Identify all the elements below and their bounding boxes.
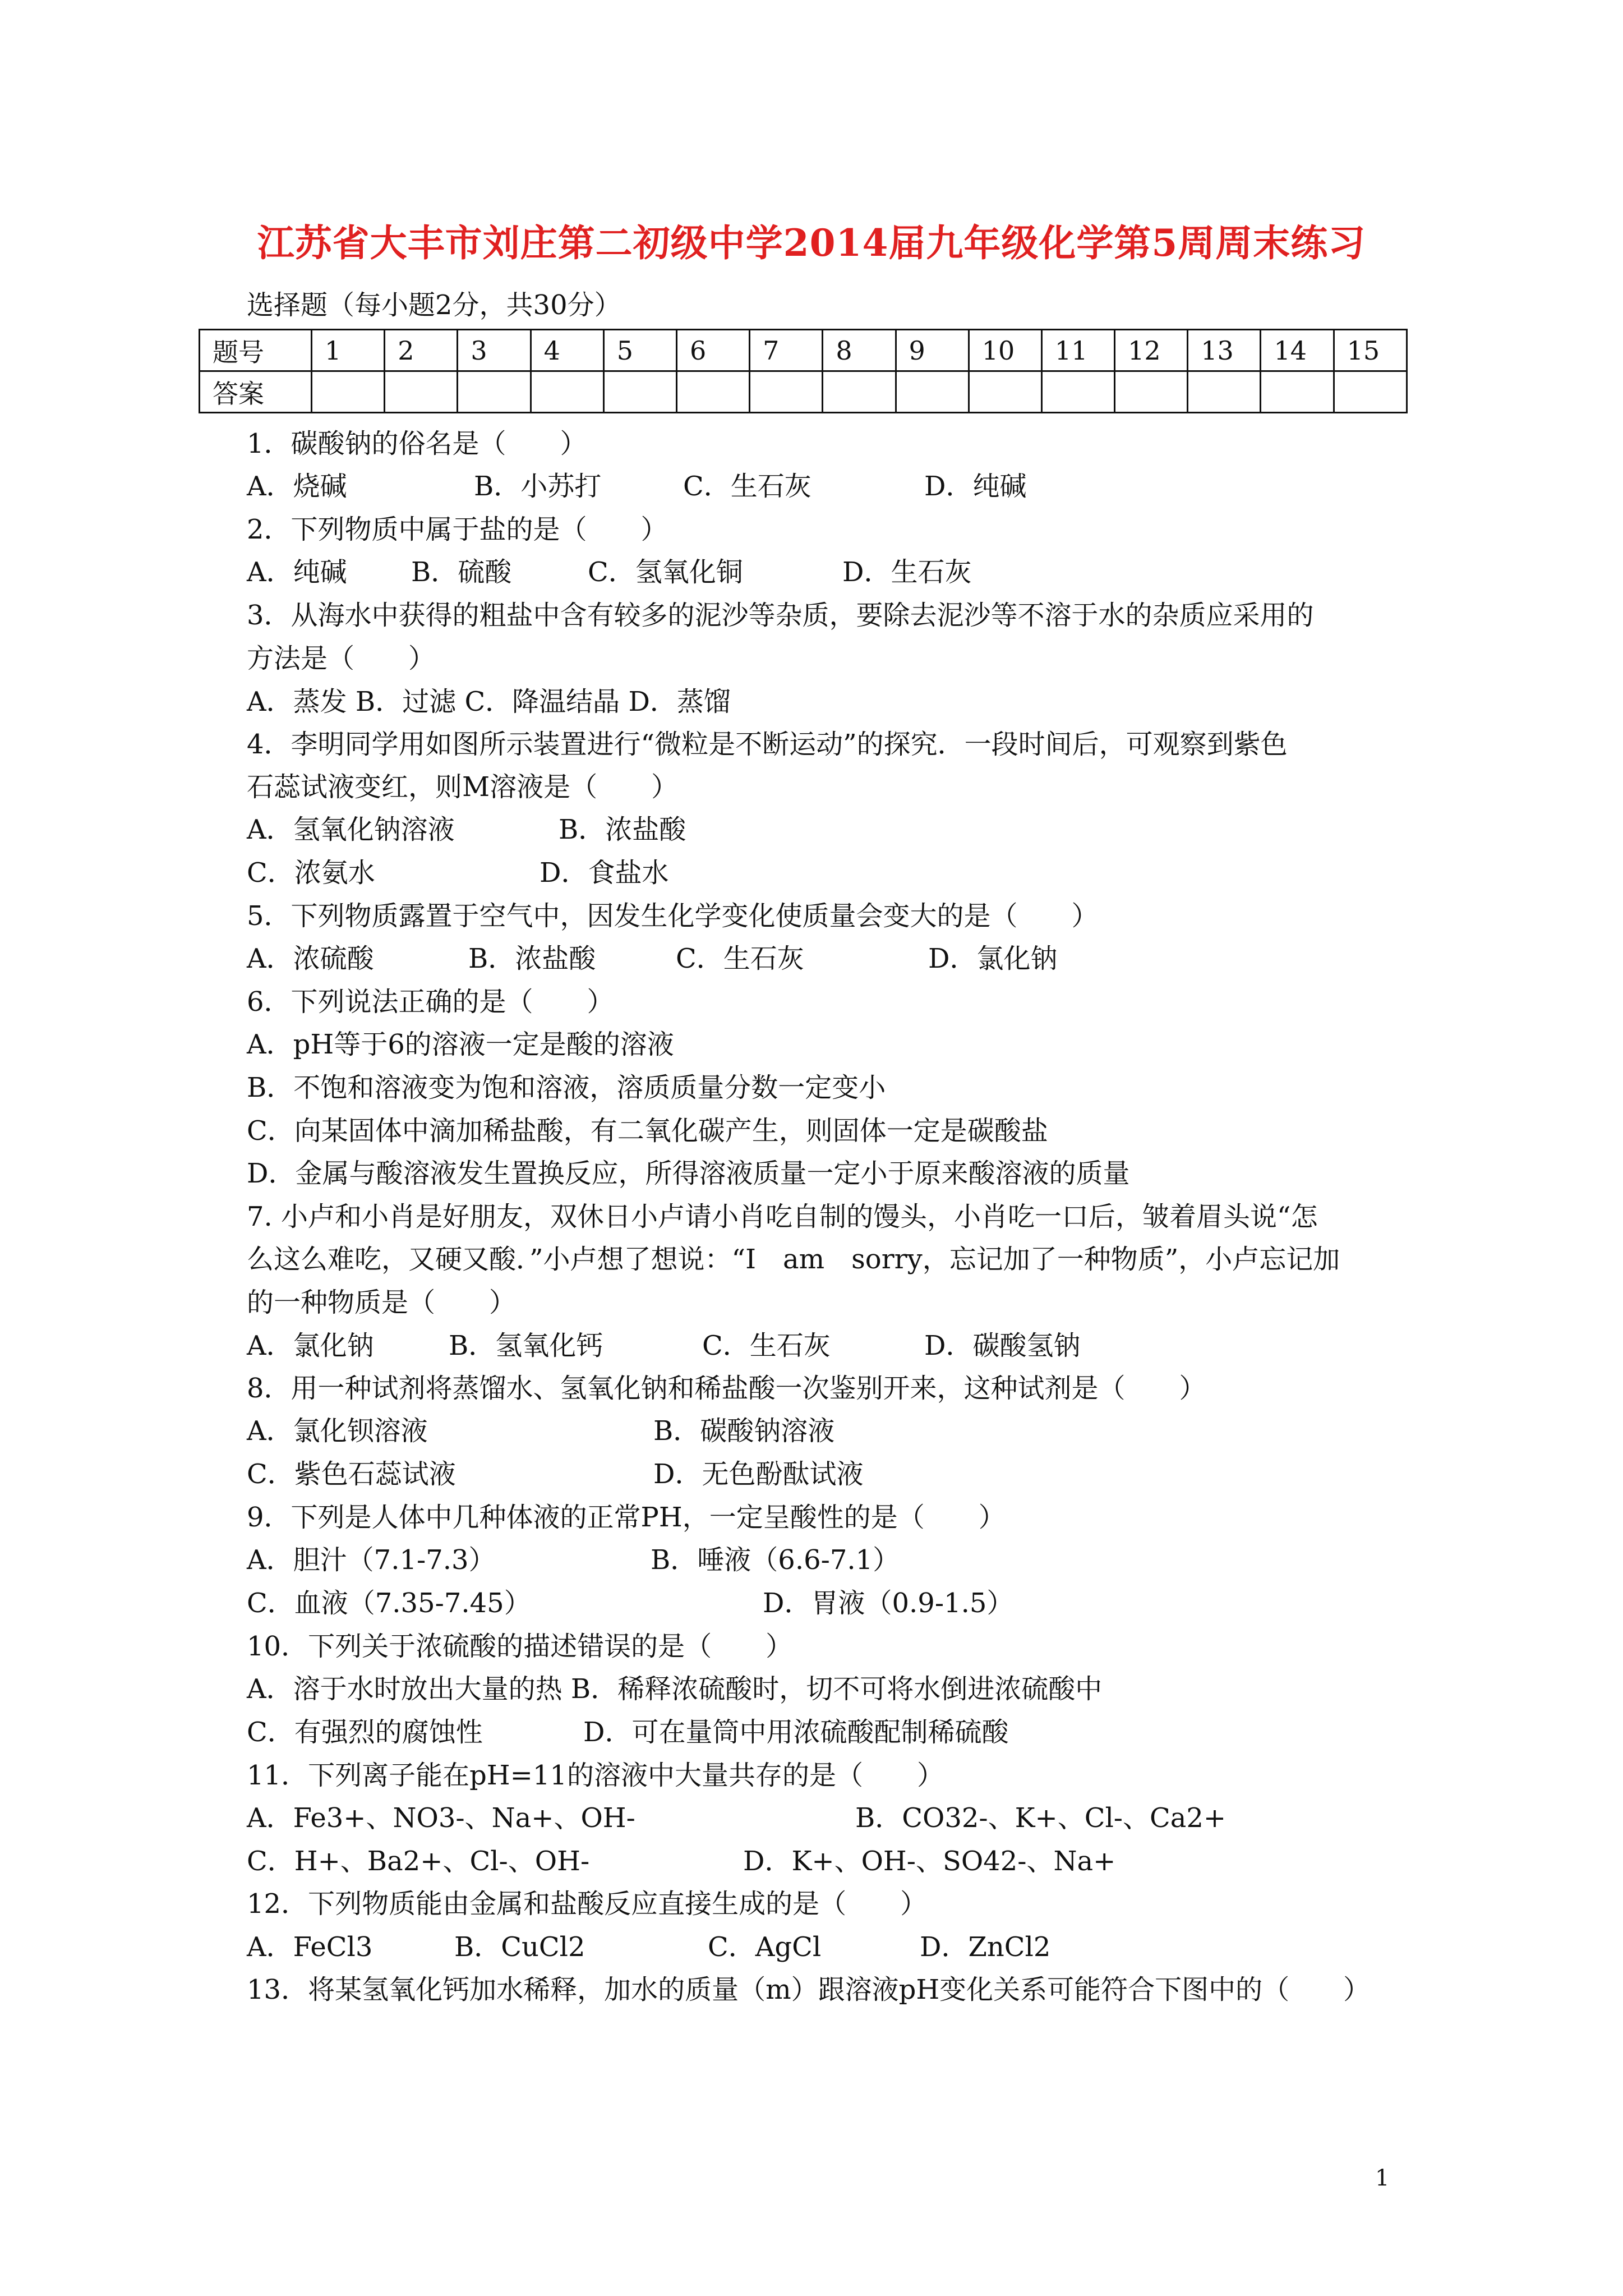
- question-10: 10．下列关于浓硫酸的描述错误的是（ ）: [247, 1631, 793, 1662]
- q9-option-d: D．胃液（0.9-1.5）: [763, 1588, 1014, 1619]
- answer-cell[interactable]: [750, 371, 823, 413]
- question-2: 2．下列物质中属于盐的是（ ）: [247, 514, 668, 545]
- table-row-numbers: [200, 330, 1407, 371]
- q4-option-a: A．氢氧化钠溶液: [247, 814, 455, 845]
- question-7-line-1: 7. 小卢和小肖是好朋友，双休日小卢请小肖吃自制的馒头，小肖吃一口后，皱着眉头说“怎: [247, 1201, 1318, 1232]
- question-12: 12．下列物质能由金属和盐酸反应直接生成的是（ ）: [247, 1888, 928, 1920]
- q1-option-d: D．纯碱: [924, 471, 1027, 502]
- question-4-line-2: 石蕊试液变红，则M溶液是（ ）: [247, 771, 679, 803]
- q9-option-c: C．血液（7.35-7.45）: [247, 1588, 531, 1619]
- q1-option-c: C．生石灰: [683, 471, 811, 502]
- q12-option-c: C．AgCl: [708, 1931, 822, 1963]
- answer-cell[interactable]: [823, 371, 896, 413]
- q9-option-a: A．胆汁（7.1-7.3）: [247, 1544, 496, 1576]
- q4-option-b: B．浓盐酸: [559, 814, 686, 845]
- answer-table: [199, 329, 1408, 413]
- q12-option-a: A．FeCl3: [247, 1931, 373, 1963]
- q11-option-a: A．Fe3+、NO3-、Na+、OH-: [247, 1802, 635, 1834]
- answer-cell[interactable]: [969, 371, 1041, 413]
- q12-option-d: D．ZnCl2: [920, 1931, 1051, 1963]
- q2-option-a: A．纯碱: [247, 556, 347, 588]
- q11-option-d: D．K+、OH-、SO42-、Na+: [743, 1846, 1116, 1877]
- question-1: 1．碳酸钠的俗名是（ ）: [247, 428, 587, 459]
- answer-cell[interactable]: [312, 371, 385, 413]
- q5-option-a: A．浓硫酸: [247, 943, 374, 974]
- answer-cell[interactable]: [1041, 371, 1114, 413]
- answer-cell[interactable]: [676, 371, 749, 413]
- table-cell-number: 1: [312, 330, 385, 371]
- q8-option-c: C．紫色石蕊试液: [247, 1458, 456, 1490]
- table-cell-number: 5: [603, 330, 676, 371]
- answer-cell[interactable]: [603, 371, 676, 413]
- answer-cell[interactable]: [385, 371, 458, 413]
- answer-cell[interactable]: [531, 371, 603, 413]
- table-cell-number: 14: [1261, 330, 1334, 371]
- table-cell-number: 11: [1041, 330, 1114, 371]
- table-cell-number: 10: [969, 330, 1041, 371]
- q11-option-b: B．CO32-、K+、Cl-、Ca2+: [855, 1802, 1227, 1834]
- q7-option-c: C．生石灰: [702, 1330, 831, 1361]
- q2-option-c: C．氢氧化铜: [588, 556, 743, 588]
- q6-option-a: A．pH等于6的溶液一定是酸的溶液: [247, 1029, 674, 1060]
- table-header-label: 题号: [200, 330, 312, 371]
- q11-option-c: C．H+、Ba2+、Cl-、OH-: [247, 1846, 590, 1877]
- question-6: 6．下列说法正确的是（ ）: [247, 986, 614, 1018]
- question-7-line-3: 的一种物质是（ ）: [247, 1287, 517, 1318]
- q5-option-c: C．生石灰: [676, 943, 804, 974]
- q8-option-a: A．氯化钡溶液: [247, 1415, 428, 1447]
- table-cell-number: 7: [750, 330, 823, 371]
- q4-option-c: C．浓氨水: [247, 857, 375, 889]
- question-5: 5．下列物质露置于空气中，因发生化学变化使质量会变大的是（ ）: [247, 900, 1099, 932]
- table-cell-number: 3: [458, 330, 531, 371]
- table-cell-number: 2: [385, 330, 458, 371]
- question-13: 13．将某氢氧化钙加水稀释，加水的质量（m）跟溶液pH变化关系可能符合下图中的（ ）: [247, 1974, 1371, 2005]
- q10-option-d: D．可在量筒中用浓硫酸配制稀硫酸: [583, 1717, 1009, 1748]
- answer-cell[interactable]: [1261, 371, 1334, 413]
- question-7-line-2: 么这么难吃，又硬又酸．”小卢想了想说：“I am sorry，忘记加了一种物质”，小卢忘记加: [247, 1244, 1340, 1275]
- q5-option-b: B．浓盐酸: [468, 943, 596, 974]
- q8-option-b: B．碳酸钠溶液: [653, 1415, 835, 1447]
- table-cell-number: 6: [676, 330, 749, 371]
- table-row-answers: [200, 371, 1407, 413]
- page-title: 江苏省大丰市刘庄第二初级中学2014届九年级化学第5周周末练习: [257, 221, 1366, 265]
- q1-option-b: B．小苏打: [474, 471, 602, 502]
- table-cell-number: 15: [1334, 330, 1407, 371]
- q12-option-b: B．CuCl2: [454, 1931, 585, 1963]
- q2-option-d: D．生石灰: [842, 556, 972, 588]
- q5-option-d: D．氯化钠: [928, 943, 1058, 974]
- answer-cell[interactable]: [896, 371, 969, 413]
- q7-option-a: A．氯化钠: [247, 1330, 374, 1361]
- page-number: 1: [1375, 2165, 1390, 2191]
- q9-option-b: B．唾液（6.6-7.1）: [651, 1544, 900, 1576]
- q2-option-b: B．硫酸: [411, 556, 512, 588]
- q10-options-ab: A．溶于水时放出大量的热 B．稀释浓硫酸时，切不可将水倒进浓硫酸中: [247, 1673, 1103, 1705]
- table-cell-number: 8: [823, 330, 896, 371]
- question-4-line-1: 4．李明同学用如图所示装置进行“微粒是不断运动”的探究．一段时间后，可观察到紫色: [247, 729, 1288, 760]
- q7-option-b: B．氢氧化钙: [449, 1330, 603, 1361]
- table-cell-number: 13: [1188, 330, 1261, 371]
- q6-option-c: C．向某固体中滴加稀盐酸，有二氧化碳产生，则固体一定是碳酸盐: [247, 1115, 1048, 1147]
- q10-option-c: C．有强烈的腐蚀性: [247, 1717, 483, 1748]
- table-answer-label: 答案: [200, 371, 312, 413]
- question-11: 11．下列离子能在pH=11的溶液中大量共存的是（ ）: [247, 1760, 944, 1791]
- answer-cell[interactable]: [1188, 371, 1261, 413]
- question-9: 9．下列是人体中几种体液的正常PH，一定呈酸性的是（ ）: [247, 1502, 1006, 1533]
- q4-option-d: D．食盐水: [540, 857, 669, 889]
- answer-cell[interactable]: [1334, 371, 1407, 413]
- answer-cell[interactable]: [1115, 371, 1188, 413]
- table-cell-number: 12: [1115, 330, 1188, 371]
- q1-option-a: A．烧碱: [247, 471, 347, 502]
- table-cell-number: 4: [531, 330, 603, 371]
- q8-option-d: D．无色酚酞试液: [653, 1458, 864, 1490]
- q6-option-b: B．不饱和溶液变为饱和溶液，溶质质量分数一定变小: [247, 1072, 886, 1103]
- table-cell-number: 9: [896, 330, 969, 371]
- question-8: 8．用一种试剂将蒸馏水、氢氧化钠和稀盐酸一次鉴别开来，这种试剂是（ ）: [247, 1373, 1206, 1404]
- q6-option-d: D．金属与酸溶液发生置换反应，所得溶液质量一定小于原来酸溶液的质量: [247, 1158, 1130, 1189]
- q3-options: A．蒸发 B．过滤 C．降温结晶 D．蒸馏: [247, 686, 731, 717]
- question-3-line-2: 方法是（ ）: [247, 643, 436, 674]
- q7-option-d: D．碳酸氢钠: [924, 1330, 1081, 1361]
- answer-cell[interactable]: [458, 371, 531, 413]
- question-3-line-1: 3．从海水中获得的粗盐中含有较多的泥沙等杂质，要除去泥沙等不溶于水的杂质应采用的: [247, 600, 1314, 631]
- section-heading: 选择题（每小题2分，共30分）: [247, 289, 621, 321]
